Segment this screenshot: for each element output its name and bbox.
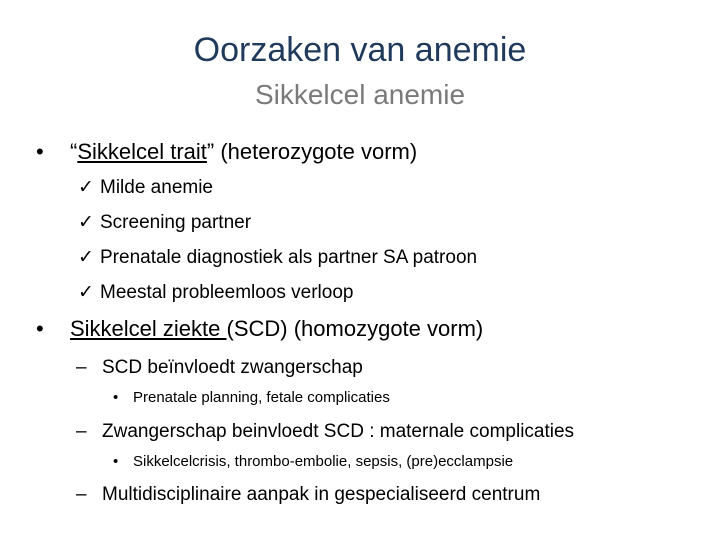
trait-rest: ” (heterozygote vorm): [206, 139, 418, 164]
sub-bullet-item: [113, 388, 390, 408]
slide-subtitle: Sikkelcel anemie: [254, 79, 466, 110]
bullet-marker: •: [36, 316, 44, 341]
sub-bullet-item: [113, 452, 513, 472]
check-icon: ✓: [78, 282, 94, 303]
disease-term: Sikkelcel ziekte: [70, 316, 227, 341]
dash-marker: –: [76, 484, 87, 505]
check-item-text: Screening partner: [100, 212, 252, 233]
dash-item: [76, 483, 540, 507]
check-item: [78, 246, 477, 270]
dash-item: [76, 356, 363, 380]
dash-marker: –: [76, 357, 87, 378]
check-item: [78, 176, 213, 200]
dash-item-text: SCD beïnvloedt zwangerschap: [102, 357, 363, 378]
bullet-trait: [36, 138, 417, 166]
check-icon: ✓: [78, 247, 94, 268]
sub-bullet-text: Sikkelcelcrisis, thrombo-embolie, sepsis, (pre)ecclampsie: [133, 453, 514, 470]
dash-marker: –: [76, 421, 87, 442]
check-item-text: Meestal probleemloos verloop: [100, 282, 354, 303]
check-item: [78, 211, 251, 235]
sub-bullet-text: Prenatale planning, fetale complicaties: [133, 389, 390, 406]
check-icon: ✓: [78, 212, 94, 233]
sub-bullet-marker: •: [113, 389, 119, 406]
dash-item-text: Multidisciplinaire aanpak in gespecialiseerd centrum: [102, 484, 541, 505]
check-item-text: Milde anemie: [100, 177, 213, 198]
check-item: [78, 281, 353, 305]
open-quote: “: [70, 139, 78, 164]
sub-bullet-marker: •: [113, 453, 119, 470]
bullet-marker: •: [36, 139, 44, 164]
slide-title: Oorzaken van anemie: [193, 31, 527, 69]
dash-item-text: Zwangerschap beinvloedt SCD : maternale complicaties: [102, 421, 575, 442]
dash-item: [76, 420, 574, 444]
check-item-text: Prenatale diagnostiek als partner SA patroon: [100, 247, 478, 268]
check-icon: ✓: [78, 177, 94, 198]
disease-rest: (SCD) (homozygote vorm): [226, 316, 484, 341]
trait-term: Sikkelcel trait: [77, 139, 207, 164]
bullet-disease: [36, 315, 483, 343]
